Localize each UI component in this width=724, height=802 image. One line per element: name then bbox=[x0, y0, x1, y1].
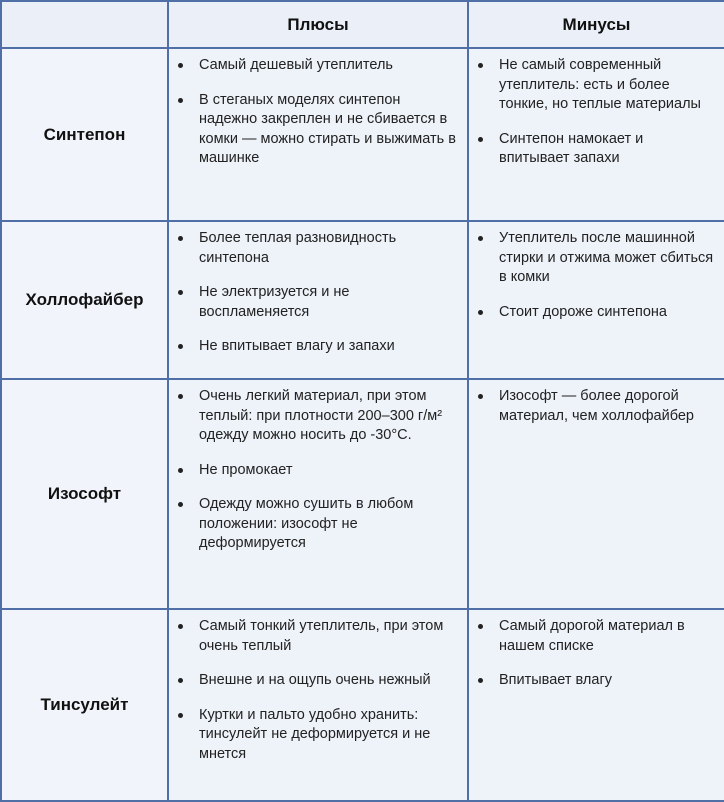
pros-cell bbox=[168, 379, 468, 609]
list-item: Не промокает bbox=[199, 461, 459, 481]
cons-cell bbox=[468, 379, 724, 609]
header-corner bbox=[1, 1, 168, 48]
material-name: Изософт bbox=[1, 379, 168, 609]
cons-list bbox=[469, 49, 724, 169]
list-item: Куртки и пальто удобно хранить: тинсулейт не деформируется и не мнется bbox=[199, 706, 459, 765]
pros-list bbox=[169, 610, 467, 764]
list-item: Самый тонкий утеплитель, при этом очень теплый bbox=[199, 617, 459, 656]
list-item: Не электризуется и не воспламеняется bbox=[199, 283, 459, 322]
cons-cell bbox=[468, 48, 724, 221]
list-item: Очень легкий материал, при этом теплый: при плотности 200–300 г/м² одежду можно носить до -30°С. bbox=[199, 387, 459, 446]
material-name: Синтепон bbox=[1, 48, 168, 221]
cons-cell bbox=[468, 609, 724, 801]
material-name: Холлофайбер bbox=[1, 221, 168, 379]
material-name: Тинсулейт bbox=[1, 609, 168, 801]
list-item: Утеплитель после машинной стирки и отжима может сбиться в комки bbox=[499, 229, 716, 288]
cons-list bbox=[469, 380, 724, 426]
cons-list bbox=[469, 610, 724, 691]
list-item: Синтепон намокает и впитывает запахи bbox=[499, 130, 716, 169]
pros-cell bbox=[168, 221, 468, 379]
cons-cell bbox=[468, 221, 724, 379]
header-cons: Минусы bbox=[468, 1, 724, 48]
list-item: Не впитывает влагу и запахи bbox=[199, 337, 459, 357]
table-row bbox=[1, 379, 724, 609]
list-item: Одежду можно сушить в любом положении: изософт не деформируется bbox=[199, 495, 459, 554]
table-row bbox=[1, 221, 724, 379]
list-item: Впитывает влагу bbox=[499, 671, 716, 691]
list-item: Внешне и на ощупь очень нежный bbox=[199, 671, 459, 691]
list-item: Самый дешевый утеплитель bbox=[199, 56, 459, 76]
list-item: Более теплая разновидность синтепона bbox=[199, 229, 459, 268]
list-item: В стеганых моделях синтепон надежно закреплен и не сбивается в комки — можно стирать и выжимать в машинке bbox=[199, 91, 459, 169]
pros-list bbox=[169, 380, 467, 554]
pros-list bbox=[169, 49, 467, 169]
table-row bbox=[1, 48, 724, 221]
cons-list bbox=[469, 222, 724, 322]
list-item: Изософт — более дорогой материал, чем холлофайбер bbox=[499, 387, 716, 426]
table-row bbox=[1, 609, 724, 801]
list-item: Не самый современный утеплитель: есть и более тонкие, но теплые материалы bbox=[499, 56, 716, 115]
pros-cell bbox=[168, 609, 468, 801]
pros-list bbox=[169, 222, 467, 357]
header-pros: Плюсы bbox=[168, 1, 468, 48]
list-item: Самый дорогой материал в нашем списке bbox=[499, 617, 716, 656]
pros-cell bbox=[168, 48, 468, 221]
header-row bbox=[1, 1, 724, 48]
list-item: Стоит дороже синтепона bbox=[499, 303, 716, 323]
